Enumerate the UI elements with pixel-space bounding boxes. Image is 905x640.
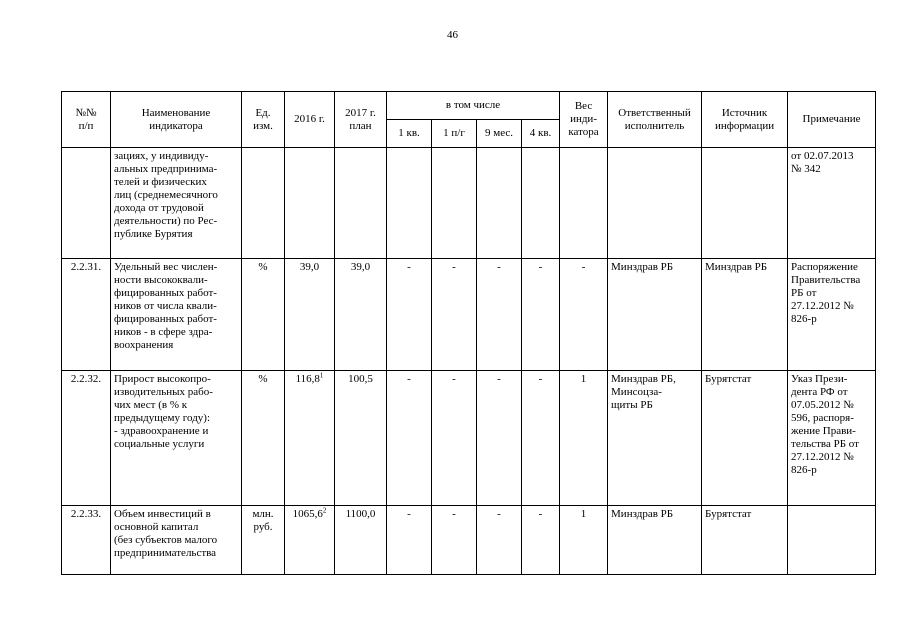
cell-2016 <box>285 506 335 575</box>
cell-q4: - <box>522 259 560 371</box>
page-number: 46 <box>447 29 458 41</box>
cell-weight: 1 <box>560 506 608 575</box>
header-responsible: Ответственный исполнитель <box>608 92 702 148</box>
header-2016: 2016 г. <box>285 92 335 148</box>
header-9m: 9 мес. <box>477 120 522 148</box>
cell-source: Бурятстат <box>702 371 788 506</box>
cell-9m: - <box>477 371 522 506</box>
value-2016: 1065,6 <box>292 508 323 520</box>
cell-q4: - <box>522 506 560 575</box>
cell-2017: 100,5 <box>335 371 387 506</box>
cell-responsible: Минздрав РБ, Минсоцза- щиты РБ <box>608 371 702 506</box>
cell-responsible: Минздрав РБ <box>608 259 702 371</box>
cell-weight: - <box>560 259 608 371</box>
cell-unit: % <box>242 371 285 506</box>
cell-source: Бурятстат <box>702 506 788 575</box>
header-q1: 1 кв. <box>387 120 432 148</box>
cell-h1 <box>432 148 477 259</box>
table-row <box>62 371 876 506</box>
cell-source: Минздрав РБ <box>702 259 788 371</box>
cell-name: зациях, у индивиду- альных предпринима- телей и физических лиц (среднемесячного дохода от трудовой деятельности) по Рес- публике Бурятия <box>111 148 242 259</box>
cell-q1: - <box>387 259 432 371</box>
cell-h1: - <box>432 259 477 371</box>
value-2016: 116,8 <box>295 373 320 385</box>
cell-name: Удельный вес числен- ности высококвали- фицированных работ- ников от числа квали- фицированных работ- ников - в сфере здра- воохранения <box>111 259 242 371</box>
cell-q4 <box>522 148 560 259</box>
cell-weight <box>560 148 608 259</box>
cell-source <box>702 148 788 259</box>
header-name: Наименование индикатора <box>111 92 242 148</box>
cell-unit <box>242 148 285 259</box>
header-unit: Ед. изм. <box>242 92 285 148</box>
cell-name: Объем инвестиций в основной капитал (без субъектов малого предпринимательства <box>111 506 242 575</box>
cell-h1: - <box>432 371 477 506</box>
cell-9m: - <box>477 506 522 575</box>
cell-num: 2.2.31. <box>62 259 111 371</box>
cell-unit: млн. руб. <box>242 506 285 575</box>
cell-2017: 39,0 <box>335 259 387 371</box>
cell-2017 <box>335 148 387 259</box>
cell-name: Прирост высокопро- изводительных рабо- чих мест (в % к предыдущему году): - здравоохранение и социальные услуги <box>111 371 242 506</box>
cell-9m: - <box>477 259 522 371</box>
cell-q1 <box>387 148 432 259</box>
cell-note <box>788 506 876 575</box>
cell-note: Распоряжение Правительства РБ от 27.12.2012 № 826-р <box>788 259 876 371</box>
header-weight: Вес инди- катора <box>560 92 608 148</box>
footnote-mark: 1 <box>319 371 324 380</box>
cell-2016 <box>285 259 335 371</box>
header-h1: 1 п/г <box>432 120 477 148</box>
cell-2016 <box>285 371 335 506</box>
header-source: Источник информации <box>702 92 788 148</box>
cell-note: Указ Прези- дента РФ от 07.05.2012 № 596, распоря- жение Прави- тельства РБ от 27.12.2012 № 826-р <box>788 371 876 506</box>
cell-num: 2.2.33. <box>62 506 111 575</box>
cell-unit: % <box>242 259 285 371</box>
cell-q4: - <box>522 371 560 506</box>
table-row <box>62 259 876 371</box>
cell-q1: - <box>387 506 432 575</box>
header-num: №№ п/п <box>62 92 111 148</box>
footnote-mark: 2 <box>322 506 327 515</box>
cell-responsible: Минздрав РБ <box>608 506 702 575</box>
table-row <box>62 506 876 575</box>
header-note: Примечание <box>788 92 876 148</box>
cell-note: от 02.07.2013 № 342 <box>788 148 876 259</box>
header-including: в том числе <box>387 92 560 120</box>
cell-num: 2.2.32. <box>62 371 111 506</box>
cell-q1: - <box>387 371 432 506</box>
cell-2016 <box>285 148 335 259</box>
cell-weight: 1 <box>560 371 608 506</box>
indicator-table <box>61 91 876 575</box>
cell-2017: 1100,0 <box>335 506 387 575</box>
cell-num <box>62 148 111 259</box>
cell-9m <box>477 148 522 259</box>
value-2016: 39,0 <box>299 261 320 273</box>
header-2017-plan: 2017 г. план <box>335 92 387 148</box>
cell-responsible <box>608 148 702 259</box>
cell-h1: - <box>432 506 477 575</box>
header-q4: 4 кв. <box>522 120 560 148</box>
table-row <box>62 148 876 259</box>
